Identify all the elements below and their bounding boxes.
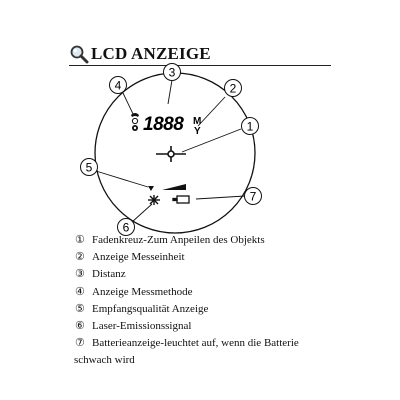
legend-item-2 (75, 249, 335, 266)
legend-number: ⑤ (75, 302, 85, 315)
legend-number: ⑥ (75, 320, 85, 333)
flag-icon (131, 113, 139, 117)
callout-7-label: 7 (249, 189, 257, 204)
unit-y-label: Y (194, 126, 201, 137)
legend-text: Anzeige Messmethode (92, 285, 193, 298)
callout-2-label: 2 (229, 81, 237, 96)
signal-quality-icon (148, 184, 186, 191)
callout-1 (242, 118, 259, 135)
legend-item-7 (75, 335, 335, 352)
callout-5-label: 5 (85, 160, 93, 175)
page-title: LCD ANZEIGE (91, 44, 211, 63)
legend-item-6 (75, 318, 335, 335)
callout-3-label: 3 (168, 65, 176, 80)
laser-emission-icon (148, 195, 160, 205)
legend-text: Distanz (92, 268, 126, 281)
legend-number: ② (75, 251, 85, 264)
callout-7 (245, 188, 262, 205)
callout-6-label: 6 (122, 220, 130, 235)
legend-number: ④ (75, 285, 85, 298)
callout-1-label: 1 (246, 119, 254, 134)
legend-item-5 (75, 301, 335, 318)
callout-3 (164, 64, 181, 81)
legend-text: Batterieanzeige-leuchtet auf, wenn die Batterie (92, 337, 299, 350)
fog-mode-icon (132, 118, 137, 123)
legend-text: Laser-Emissionssignal (92, 320, 192, 333)
legend-number: ⑦ (75, 337, 85, 350)
lcd-display-circle (95, 73, 255, 233)
unit-m-label: M (193, 116, 202, 127)
legend-number: ① (75, 234, 85, 246)
battery-icon (173, 196, 189, 203)
distance-digits: 1888 (143, 114, 184, 135)
legend-item-7-continuation: schwach wird (74, 354, 135, 367)
callout-4-label: 4 (114, 78, 122, 93)
callout-5 (81, 159, 98, 176)
legend-text: Anzeige Messeinheit (92, 251, 185, 264)
legend-number: ③ (75, 268, 85, 281)
measurement-method-icons (131, 113, 139, 131)
legend-item-3 (75, 266, 335, 283)
legend-text: Fadenkreuz-Zum Anpeilen des Objekts (92, 234, 265, 246)
legend-list (75, 232, 335, 370)
legend-item-4 (75, 284, 335, 301)
crosshair-icon (156, 146, 186, 162)
callout-4 (110, 77, 127, 94)
legend-text: Empfangsqualität Anzeige (92, 302, 209, 315)
legend-item-1 (75, 232, 335, 249)
callout-2 (225, 80, 242, 97)
